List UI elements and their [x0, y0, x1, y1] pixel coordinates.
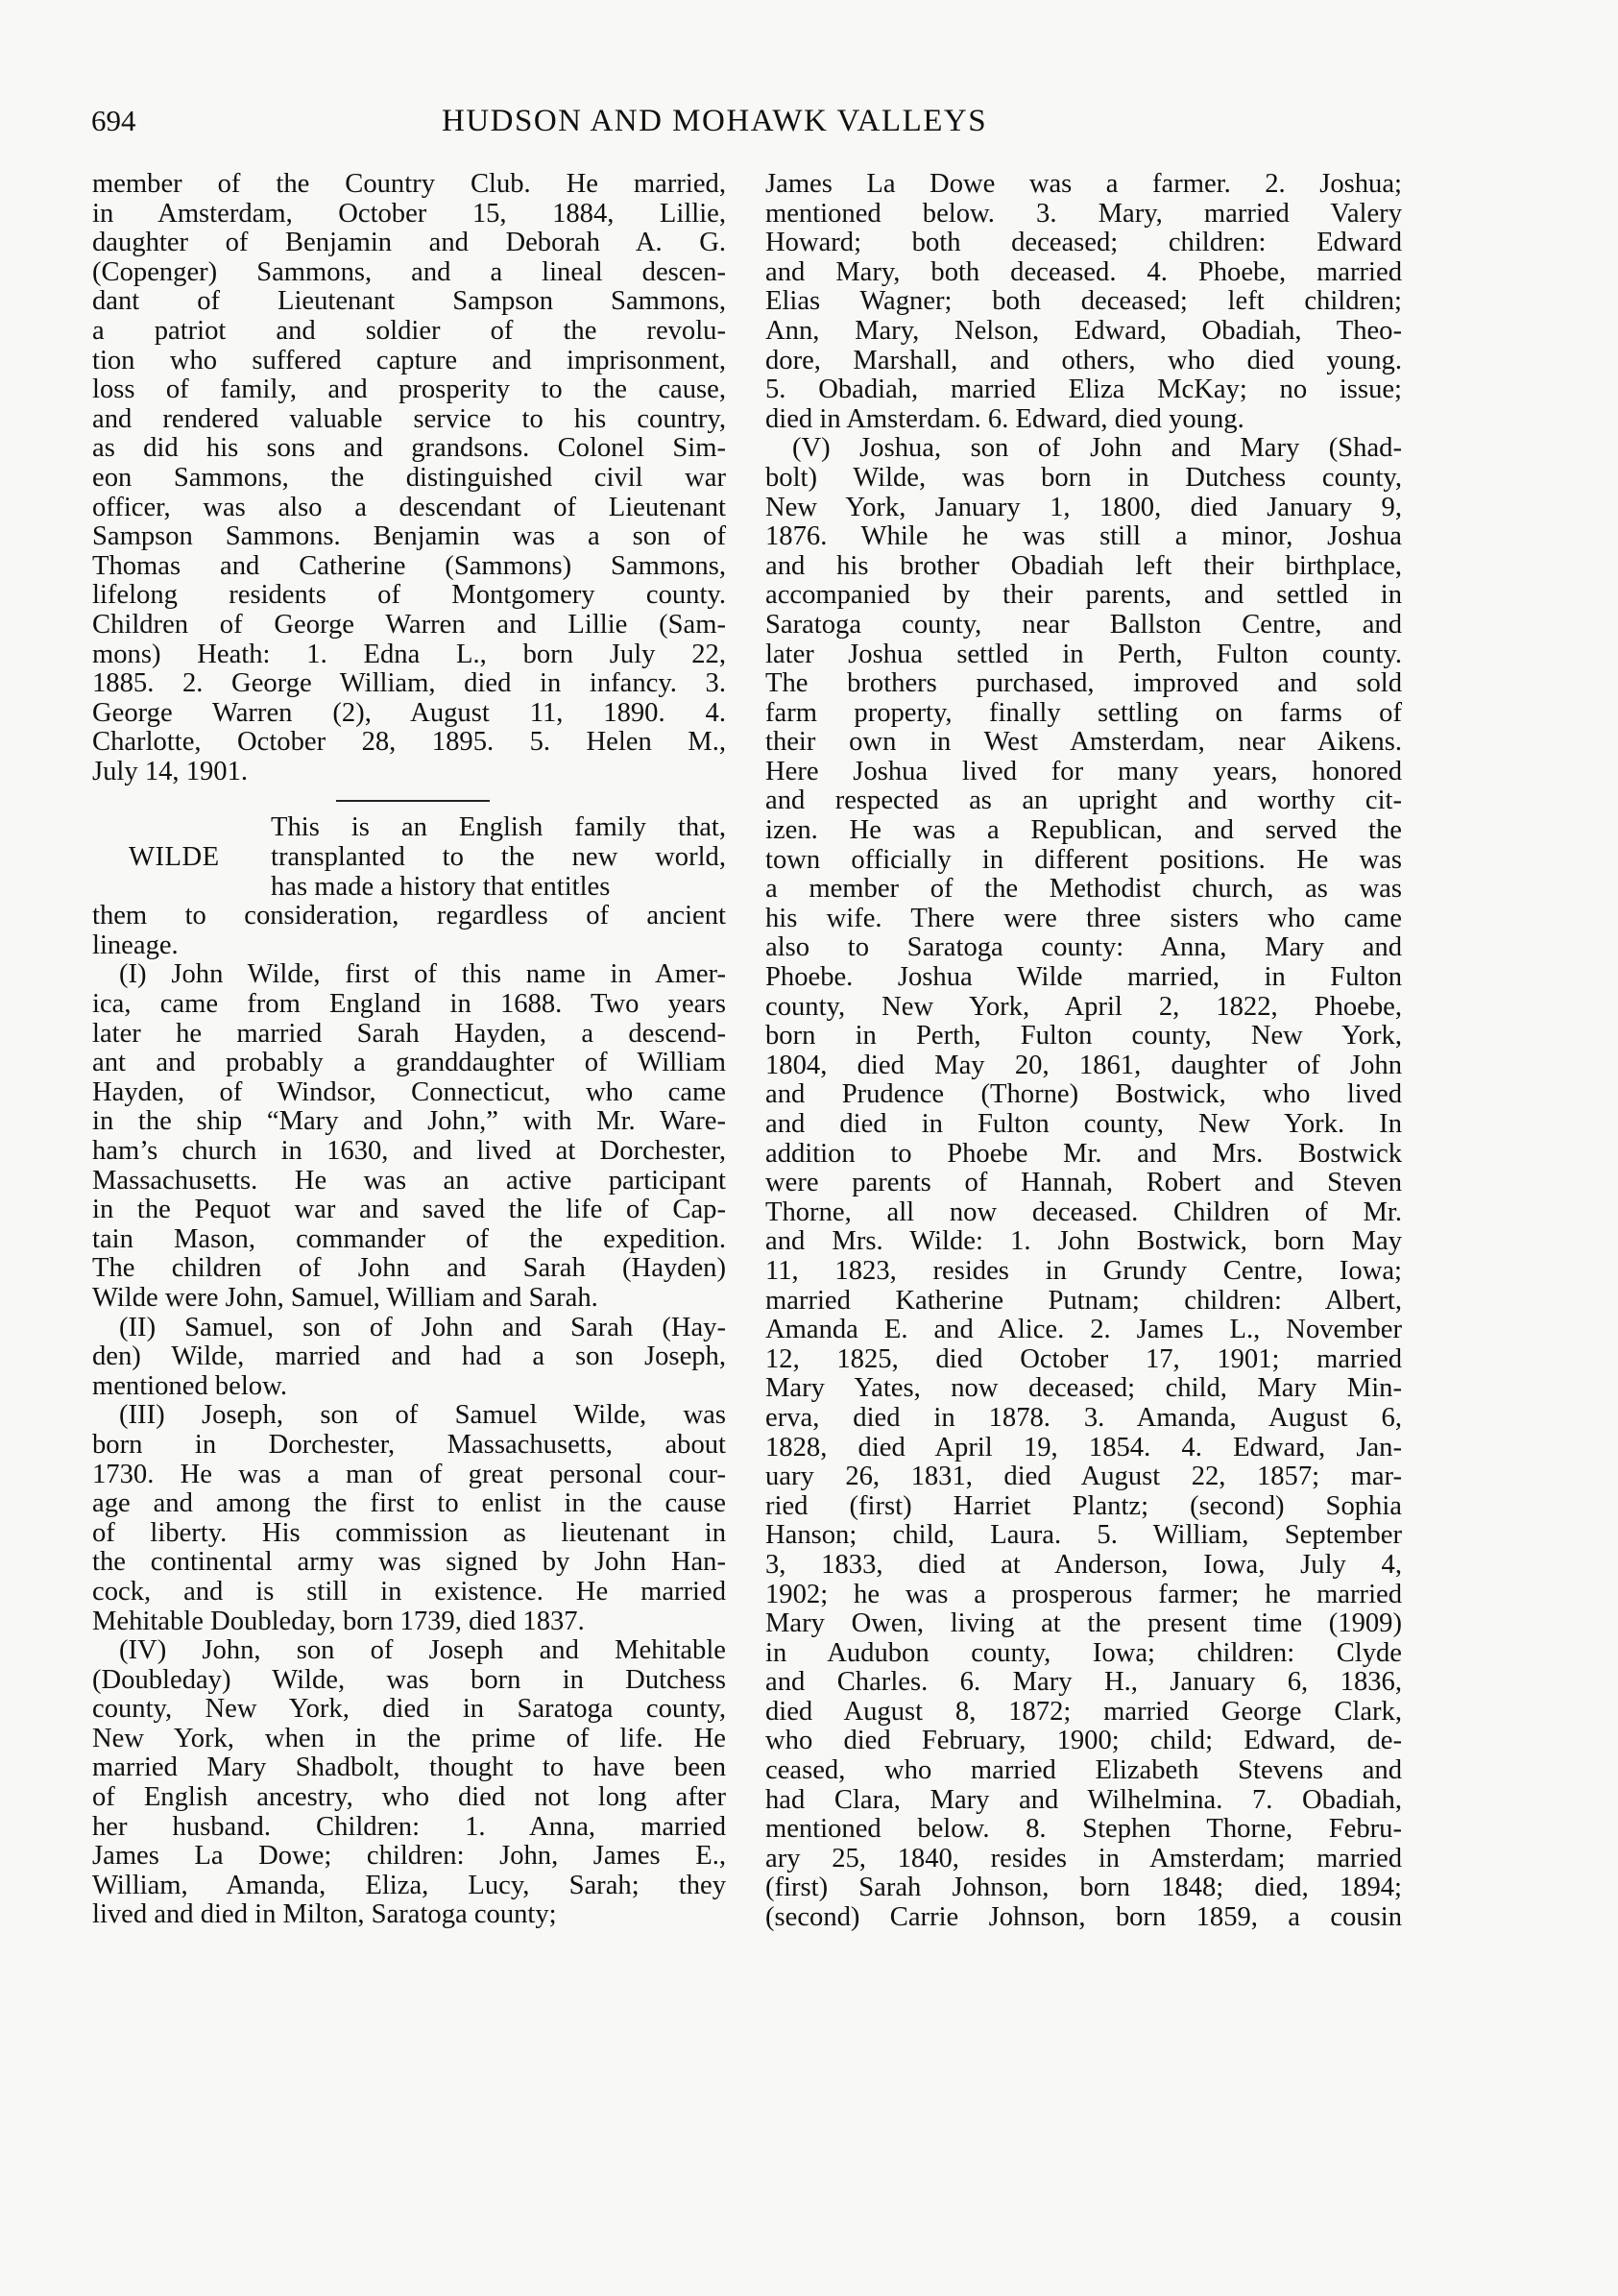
text-line: accompanied by their parents, and settled in [765, 580, 1402, 611]
text-line: Wilde were John, Samuel, William and Sarah. [92, 1282, 598, 1313]
text-line: lived and died in Milton, Saratoga county; [92, 1899, 557, 1930]
text-line: of English ancestry, who died not long after [92, 1782, 726, 1813]
wilde-section-intro [92, 813, 726, 960]
text-line: July 14, 1901. [92, 756, 249, 786]
text-line: transplanted to the new world, [271, 842, 726, 873]
text-line: Children of George Warren and Lillie (Sam- [92, 609, 726, 640]
text-line: born in Perth, Fulton county, New York, [765, 1021, 1402, 1051]
generation-II-paragraph [92, 1314, 726, 1402]
text-line: dore, Marshall, and others, who died young. [765, 345, 1402, 375]
text-line: ham’s church in 1630, and lived at Dorchester, [92, 1136, 726, 1166]
text-line: county, New York, April 2, 1822, Phoebe, [765, 991, 1402, 1022]
text-line: 1804, died May 20, 1861, daughter of John [765, 1050, 1402, 1080]
text-line: her husband. Children: 1. Anna, married [92, 1811, 726, 1842]
text-line: James La Dowe was a farmer. 2. Joshua; [765, 169, 1402, 199]
text-line: and his brother Obadiah left their birthplace, [765, 550, 1402, 581]
text-line: has made a history that entitles [271, 871, 611, 902]
text-line: also to Saratoga county: Anna, Mary and [765, 932, 1402, 963]
text-line: (first) Sarah Johnson, born 1848; died, 1894; [765, 1873, 1402, 1903]
wilde-intro-indented [271, 813, 726, 902]
text-line: in Audubon county, Iowa; children: Clyde [765, 1637, 1402, 1668]
text-line: ary 25, 1840, resides in Amsterdam; married [765, 1843, 1402, 1873]
text-line: cock, and is still in existence. He married [92, 1576, 726, 1607]
heath-continuation-paragraph [92, 170, 726, 786]
text-line: and respected as an upright and worthy cit- [765, 785, 1402, 816]
section-divider [336, 800, 490, 802]
text-line: and rendered valuable service to his country, [92, 403, 726, 434]
text-line: The children of John and Sarah (Hayden) [92, 1253, 726, 1284]
text-line: in the ship “Mary and John,” with Mr. Ware- [92, 1106, 726, 1137]
text-line: Amanda E. and Alice. 2. James L., November [765, 1315, 1402, 1345]
text-line: bolt) Wilde, was born in Dutchess county, [765, 462, 1402, 493]
text-line: who died February, 1900; child; Edward, de- [765, 1726, 1402, 1756]
text-line: New York, when in the prime of life. He [92, 1723, 726, 1753]
text-line: in Amsterdam, October 15, 1884, Lillie, [92, 198, 726, 229]
text-line: their own in West Amsterdam, near Aikens. [765, 727, 1402, 758]
text-line: member of the Country Club. He married, [92, 169, 726, 199]
text-line: ant and probably a granddaughter of William [92, 1048, 726, 1078]
text-line: (Copenger) Sammons, and a lineal descen- [92, 256, 726, 287]
text-line: (IV) John, son of Joseph and Mehitable [119, 1635, 726, 1666]
text-line: 5. Obadiah, married Eliza McKay; no issue; [765, 375, 1402, 405]
text-line: and Prudence (Thorne) Bostwick, who lived [765, 1079, 1402, 1110]
text-line: (V) Joshua, son of John and Mary (Shad- [792, 433, 1402, 464]
text-line: and Charles. 6. Mary H., January 6, 1836, [765, 1667, 1402, 1698]
text-line: izen. He was a Republican, and served the [765, 815, 1402, 846]
text-line: erva, died in 1878. 3. Amanda, August 6, [765, 1402, 1402, 1433]
text-line: age and among the first to enlist in the cause [92, 1488, 726, 1519]
text-line: 1902; he was a prosperous farmer; he married [765, 1579, 1402, 1609]
text-line: (II) Samuel, son of John and Sarah (Hay- [119, 1312, 726, 1342]
text-line: and died in Fulton county, New York. In [765, 1109, 1402, 1139]
text-line: Hanson; child, Laura. 5. William, September [765, 1520, 1402, 1551]
text-line: 1730. He was a man of great personal cour- [92, 1459, 726, 1489]
text-line: ica, came from England in 1688. Two years [92, 989, 726, 1020]
text-line: uary 26, 1831, died August 22, 1857; mar- [765, 1462, 1402, 1492]
text-line: den) Wilde, married and had a son Joseph, [92, 1341, 726, 1372]
text-line: Ann, Mary, Nelson, Edward, Obadiah, Theo- [765, 315, 1402, 346]
page-number: 694 [91, 104, 136, 137]
text-line: ried (first) Harriet Plantz; (second) Sophia [765, 1490, 1402, 1521]
text-line: dant of Lieutenant Sampson Sammons, [92, 286, 726, 317]
text-line: 1876. While he was still a minor, Joshua [765, 521, 1402, 552]
text-line: Saratoga county, near Ballston Centre, and [765, 609, 1402, 640]
text-line: lineage. [92, 930, 179, 960]
text-line: (Doubleday) Wilde, was born in Dutchess [92, 1664, 726, 1695]
text-line: officer, was also a descendant of Lieutenant [92, 492, 726, 522]
text-line: had Clara, Mary and Wilhelmina. 7. Obadiah, [765, 1784, 1402, 1815]
text-line: married Mary Shadbolt, thought to have been [92, 1752, 726, 1783]
text-line: George Warren (2), August 11, 1890. 4. [92, 697, 726, 728]
generation-IV-paragraph [92, 1636, 726, 1930]
text-line: (second) Carrie Johnson, born 1859, a cousin [765, 1902, 1402, 1933]
page-header [91, 104, 1421, 152]
text-line: New York, January 1, 1800, died January 9, [765, 492, 1402, 522]
text-line: Massachusetts. He was an active participant [92, 1165, 726, 1196]
text-line: Mehitable Doubleday, born 1739, died 1837. [92, 1606, 585, 1636]
text-line: lifelong residents of Montgomery county. [92, 580, 726, 611]
text-line: Charlotte, October 28, 1895. 5. Helen M., [92, 727, 726, 758]
text-line: James La Dowe; children: John, James E., [92, 1841, 726, 1872]
text-line: as did his sons and grandsons. Colonel Sim- [92, 433, 726, 464]
text-line: William, Amanda, Eliza, Lucy, Sarah; they [92, 1870, 726, 1900]
right-column [765, 170, 1402, 1933]
text-line: Thorne, all now deceased. Children of Mr. [765, 1196, 1402, 1227]
text-line: This is an English family that, [271, 812, 726, 843]
text-line: mentioned below. [92, 1370, 288, 1401]
text-line: 1828, died April 19, 1854. 4. Edward, Jan- [765, 1432, 1402, 1462]
text-line: mentioned below. 3. Mary, married Valery [765, 198, 1402, 229]
text-line: Hayden, of Windsor, Connecticut, who came [92, 1076, 726, 1107]
text-line: and Mary, both deceased. 4. Phoebe, married [765, 256, 1402, 287]
text-line: died in Amsterdam. 6. Edward, died young. [765, 403, 1244, 434]
text-line: Thomas and Catherine (Sammons) Sammons, [92, 550, 726, 581]
text-line: Mary Owen, living at the present time (1909) [765, 1608, 1402, 1639]
text-line: Phoebe. Joshua Wilde married, in Fulton [765, 962, 1402, 993]
text-line: eon Sammons, the distinguished civil war [92, 462, 726, 493]
text-line: were parents of Hannah, Robert and Steven [765, 1168, 1402, 1198]
generation-IV-continuation [765, 170, 1402, 434]
text-line: (I) John Wilde, first of this name in Amer- [119, 959, 726, 990]
text-line: The brothers purchased, improved and sold [765, 668, 1402, 699]
generation-III-paragraph [92, 1401, 726, 1636]
text-line: tion who suffered capture and imprisonment, [92, 345, 726, 375]
text-line: died August 8, 1872; married George Clark, [765, 1696, 1402, 1727]
text-line: Sampson Sammons. Benjamin was a son of [92, 521, 726, 552]
text-line: Howard; both deceased; children: Edward [765, 228, 1402, 258]
text-line: tain Mason, commander of the expedition. [92, 1223, 726, 1254]
text-line: a patriot and soldier of the revolu- [92, 315, 726, 346]
text-line: his wife. There were three sisters who came [765, 903, 1402, 933]
text-line: ceased, who married Elizabeth Stevens and [765, 1755, 1402, 1786]
text-line: 1885. 2. George William, died in infancy. 3. [92, 668, 726, 699]
text-line: in the Pequot war and saved the life of Cap- [92, 1195, 726, 1225]
text-line: 3, 1833, died at Anderson, Iowa, July 4, [765, 1549, 1402, 1580]
text-line: and Mrs. Wilde: 1. John Bostwick, born May [765, 1226, 1402, 1257]
text-line: of liberty. His commission as lieutenant in [92, 1517, 726, 1548]
text-line: (III) Joseph, son of Samuel Wilde, was [119, 1400, 726, 1431]
running-title: HUDSON AND MOHAWK VALLEYS [442, 104, 988, 138]
text-line: Here Joshua lived for many years, honored [765, 756, 1402, 786]
text-line: later he married Sarah Hayden, a descend- [92, 1018, 726, 1049]
text-line: 11, 1823, resides in Grundy Centre, Iowa; [765, 1255, 1402, 1286]
text-line: addition to Phoebe Mr. and Mrs. Bostwick [765, 1138, 1402, 1169]
text-line: Elias Wagner; both deceased; left children; [765, 286, 1402, 317]
text-line: a member of the Methodist church, as was [765, 874, 1402, 905]
family-name-heading: WILDE [129, 842, 220, 873]
text-line: Mary Yates, now deceased; child, Mary Min- [765, 1373, 1402, 1404]
text-line: married Katherine Putnam; children: Albert, [765, 1285, 1402, 1316]
text-line: 12, 1825, died October 17, 1901; married [765, 1343, 1402, 1374]
text-line: born in Dorchester, Massachusetts, about [92, 1429, 726, 1460]
generation-V-paragraph [765, 434, 1402, 1932]
text-line: daughter of Benjamin and Deborah A. G. [92, 228, 726, 258]
text-line: county, New York, died in Saratoga county, [92, 1694, 726, 1725]
wilde-intro-rest [92, 902, 726, 960]
left-column [92, 170, 726, 1930]
text-line: the continental army was signed by John Han- [92, 1547, 726, 1578]
text-line: them to consideration, regardless of ancient [92, 901, 726, 931]
text-line: farm property, finally settling on farms of [765, 697, 1402, 728]
text-line: mons) Heath: 1. Edna L., born July 22, [92, 639, 726, 669]
text-line: later Joshua settled in Perth, Fulton county. [765, 639, 1402, 669]
text-line: town officially in different positions. He was [765, 844, 1402, 875]
generation-I-paragraph [92, 960, 726, 1313]
text-line: mentioned below. 8. Stephen Thorne, Febru- [765, 1814, 1402, 1845]
text-line: loss of family, and prosperity to the cause, [92, 375, 726, 405]
